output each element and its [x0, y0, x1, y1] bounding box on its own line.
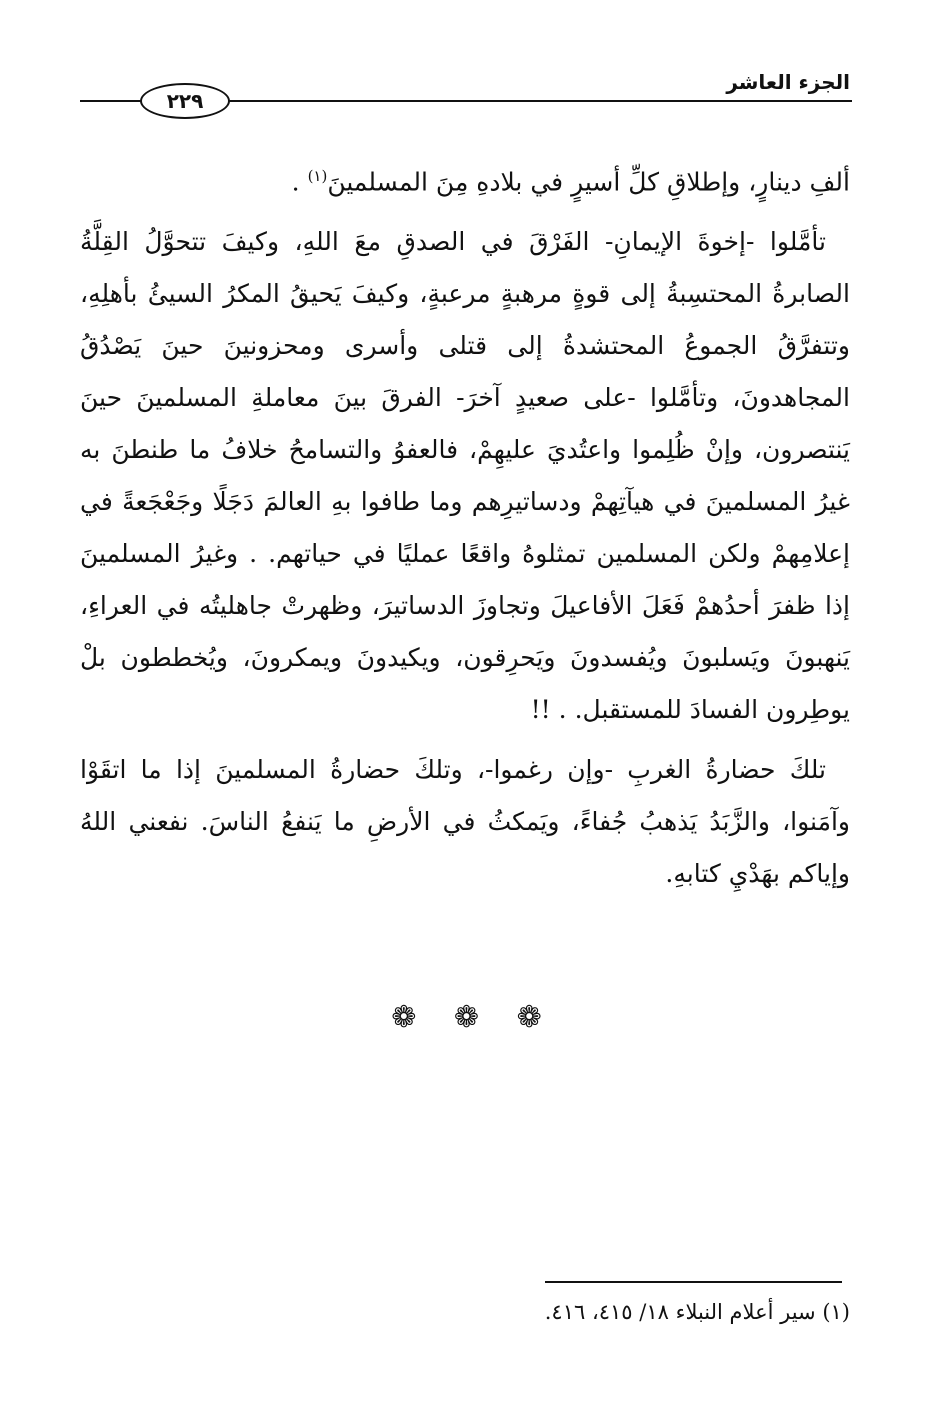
footnote-marker: (١): [307, 167, 328, 185]
body-text: [80, 150, 850, 900]
page-number-badge: [140, 83, 230, 119]
paragraph-3: تلكَ حضارةُ الغربِ -وإن رغموا-، وتلكَ حضارةُ المسلمينَ إذا ما اتقَوْا وآمَنوا، والزَّبَدُ يَذهبُ جُفاءً، ويَمكثُ في الأرضِ ما يَنفعُ الناسَ. نفعني اللهُ وإياكم بهَدْيِ كتابهِ.: [80, 755, 850, 889]
running-header-title: الجزء العاشر: [726, 70, 850, 94]
footnote-rule: [545, 1281, 842, 1283]
paragraph-1: [80, 150, 850, 208]
section-ornaments: ❁ ❁ ❁: [391, 1000, 556, 1035]
page-number: ٢٢٩: [166, 89, 204, 113]
paragraph-1-text: ألفِ دينارٍ، وإطلاقِ كلِّ أسيرٍ في بلادهِ مِنَ المسلمينَ: [327, 167, 850, 197]
footnote: (١) سير أعلام النبلاء ١٨/ ٤١٥، ٤١٦.: [544, 1300, 850, 1324]
paragraph-1-end: .: [291, 167, 308, 197]
paragraph-2: تأمَّلوا -إخوةَ الإيمانِ- الفَرْقَ في الصدقِ معَ اللهِ، وكيفَ تتحوَّلُ القِلَّةُ الصابرةُ المحتسِبةُ إلى قوةٍ مرهبةٍ مرعبةٍ، وكيفَ يَحيقُ المكرُ السيئُ بأهلِهِ، وتتفرَّقُ الجموعُ المحتشدةُ إلى قتلى وأسرى ومحزونينَ حينَ يَصْدُقُ المجاهدونَ، وتأمَّلوا -على صعيدٍ آخرَ- الفرقَ بينَ معاملةِ المسلمينَ حينَ يَنتصرون، وإنْ ظُلِموا واعتُديَ عليهِمْ، فالعفوُ والتسامحُ خلافُ ما طنطنَ به غيرُ المسلمينَ في هيآتِهمْ ودساتيرِهم وما طافوا بهِ العالمَ دَجَلًا وجَعْجَعةً في إعلامِهمْ ولكن المسلمين تمثلوهُ واقعًا عمليًا في حياتهم. . وغيرُ المسلمينَ إذا ظفرَ أحدُهمْ فَعَلَ الأفاعيلَ وتجاوزَ الدساتيرَ، وظهرتْ جاهليتُه في العراءِ، يَنهبونَ ويَسلبونَ ويُفسدونَ ويَحرِقون، ويكيدونَ ويمكرونَ، ويُخططون بلْ يوطِرون الفسادَ للمستقبل. . !!: [80, 227, 850, 725]
